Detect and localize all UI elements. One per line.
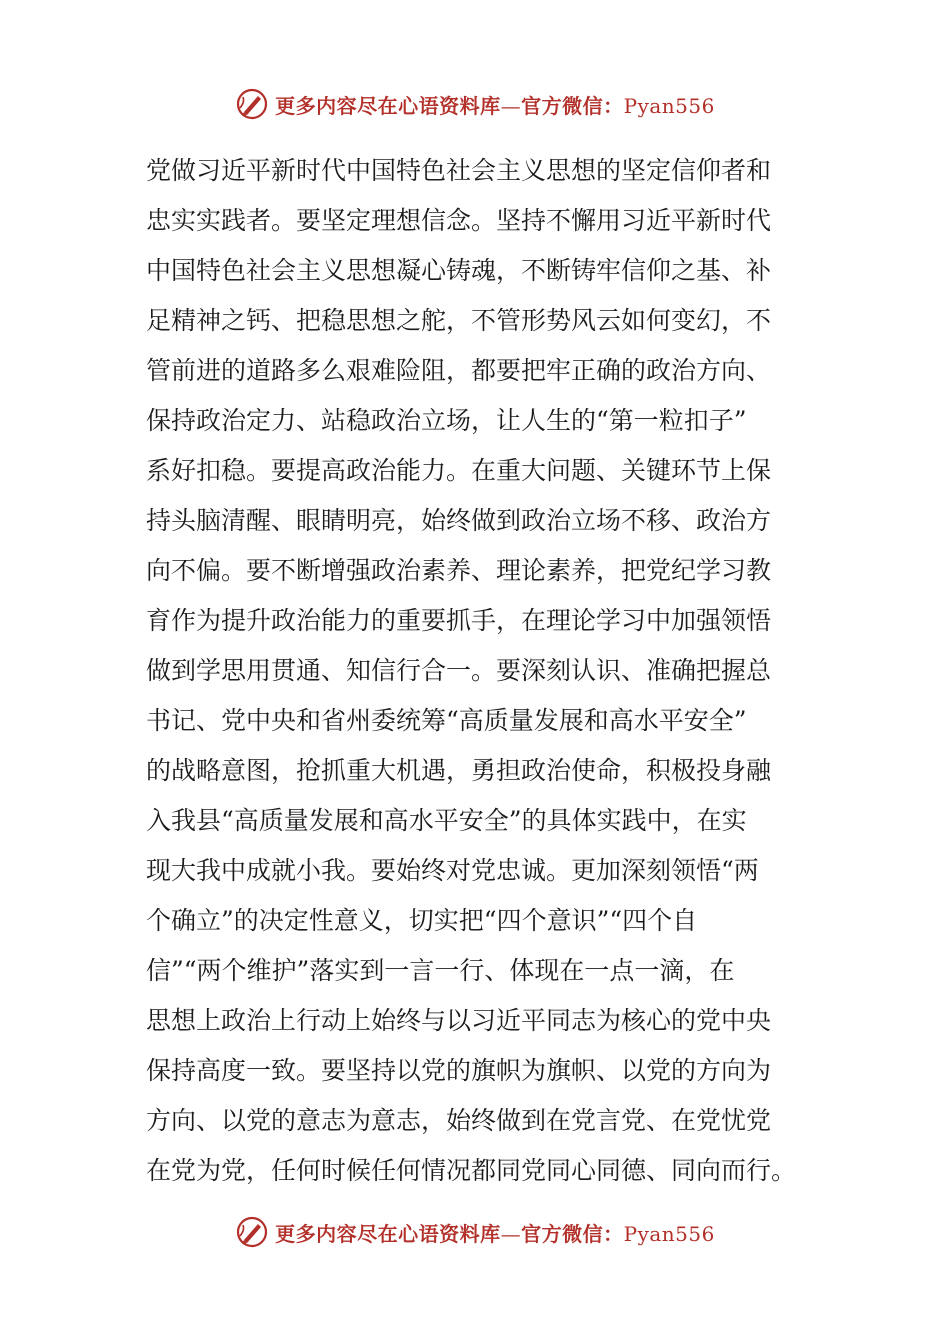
- body-line: 系好扣稳。要提高政治能力。在重大问题、关键环节上保: [146, 456, 772, 485]
- watermark-label: 官方微信：: [521, 93, 624, 118]
- header-watermark: [0, 84, 950, 124]
- watermark-handle: Pyan556: [623, 93, 715, 118]
- body-line: 育作为提升政治能力的重要抓手，在理论学习中加强领悟: [146, 606, 772, 635]
- body-line: 思想上政治上行动上始终与以习近平同志为核心的党中央: [146, 1006, 772, 1035]
- watermark-brand: 更多内容尽在心语资料库: [275, 1221, 501, 1246]
- footer-watermark: [0, 1212, 950, 1252]
- body-line: 足精神之钙、把稳思想之舵，不管形势风云如何变幻，不: [146, 306, 772, 335]
- body-line: 方向、以党的意志为意志，始终做到在党言党、在党忧党: [146, 1106, 772, 1135]
- pen-logo-icon: [235, 87, 269, 121]
- body-line: 信”“两个维护”落实到一言一行、体现在一点一滴，在: [146, 956, 735, 985]
- document-body: [146, 146, 812, 1196]
- body-line: 的战略意图，抢抓重大机遇，勇担政治使命，积极投身融: [146, 756, 772, 785]
- body-line: 党做习近平新时代中国特色社会主义思想的坚定信仰者和: [146, 156, 772, 185]
- watermark-brand: 更多内容尽在心语资料库: [275, 93, 501, 118]
- body-line: 保持政治定力、站稳政治立场，让人生的“第一粒扣子”: [146, 406, 747, 435]
- watermark-handle: Pyan556: [623, 1221, 715, 1246]
- body-line: 向不偏。要不断增强政治素养、理论素养，把党纪学习教: [146, 556, 772, 585]
- body-line: 保持高度一致。要坚持以党的旗帜为旗帜、以党的方向为: [146, 1056, 772, 1085]
- watermark-text: [275, 1218, 715, 1247]
- body-line: 个确立”的决定性意义，切实把“四个意识”“四个自: [146, 906, 698, 935]
- body-line: 持头脑清醒、眼睛明亮，始终做到政治立场不移、政治方: [146, 506, 772, 535]
- watermark-separator: —: [500, 1221, 522, 1246]
- watermark-separator: —: [500, 93, 522, 118]
- body-line: 书记、党中央和省州委统筹“高质量发展和高水平安全”: [146, 706, 747, 735]
- body-line: 中国特色社会主义思想凝心铸魂，不断铸牢信仰之基、补: [146, 256, 772, 285]
- body-line: 现大我中成就小我。要始终对党忠诚。更加深刻领悟“两: [146, 856, 759, 885]
- body-line: 忠实实践者。要坚定理想信念。坚持不懈用习近平新时代: [146, 206, 772, 235]
- body-line: 做到学思用贯通、知信行合一。要深刻认识、准确把握总: [146, 656, 772, 685]
- pen-logo-icon: [235, 1215, 269, 1249]
- watermark-text: [275, 90, 715, 119]
- watermark-label: 官方微信：: [521, 1221, 624, 1246]
- body-line: 入我县“高质量发展和高水平安全”的具体实践中，在实: [146, 806, 747, 835]
- body-line: 在党为党，任何时候任何情况都同党同心同德、同向而行。: [146, 1156, 797, 1185]
- body-line: 管前进的道路多么艰难险阻，都要把牢正确的政治方向、: [146, 356, 772, 385]
